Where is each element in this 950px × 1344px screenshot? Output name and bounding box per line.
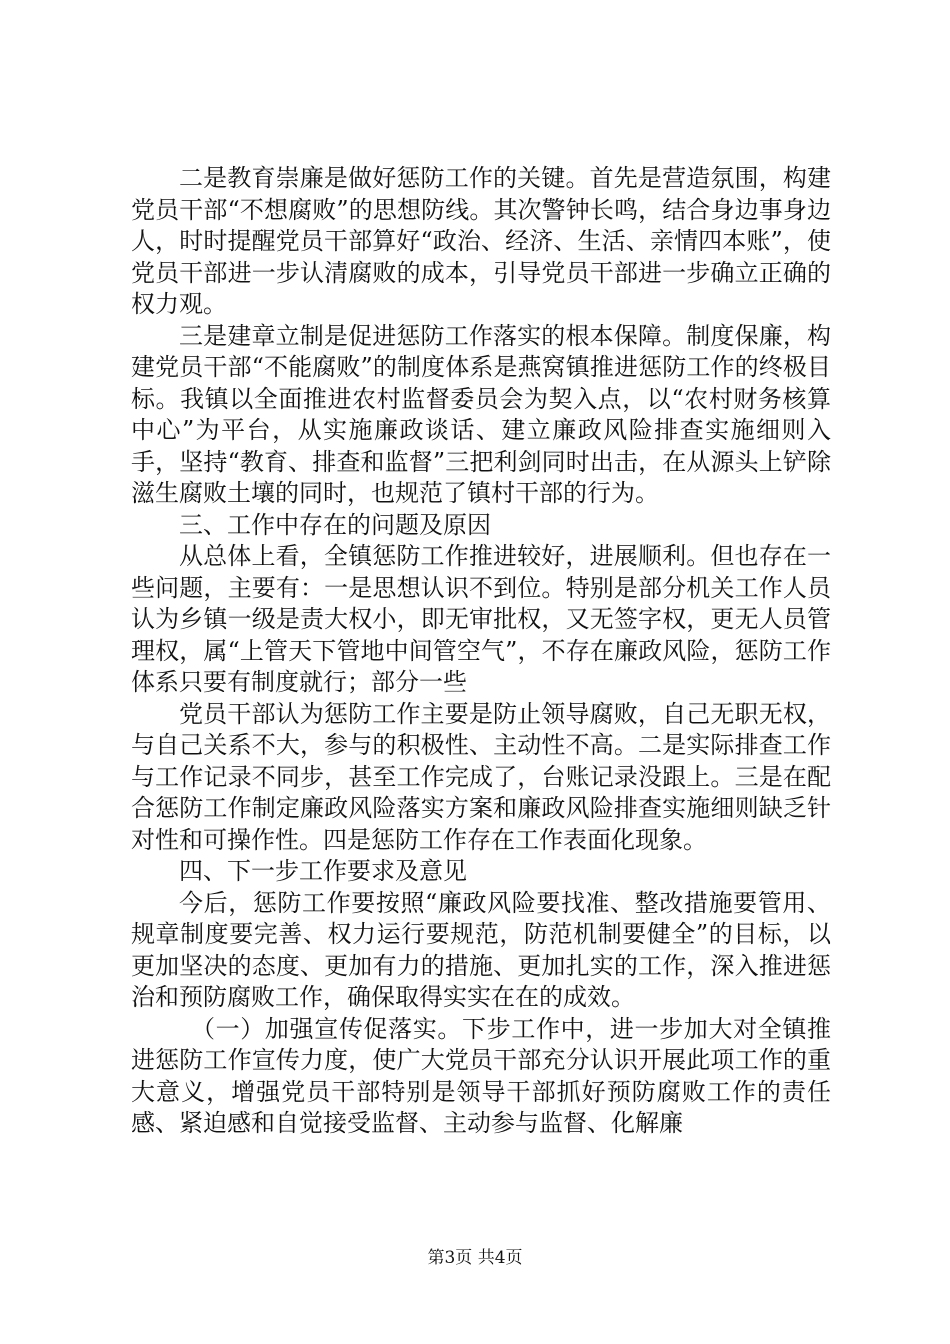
section-heading-next-steps: 四、下一步工作要求及意见	[179, 857, 467, 885]
document-body	[131, 163, 831, 1140]
paragraph-problems-overview: 从总体上看，全镇惩防工作推进较好，进展顺利。但也存在一些问题，主要有：一是思想认识不到位。特别是部分机关工作人员认为乡镇一级是责大权小，即无审批权，又无签字权，更无人员管理权，属“上管天下管地中间管空气”，不存在廉政风险，惩防工作体系只要有制度就行；部分一些	[131, 542, 831, 696]
paragraph-publicity: （一）加强宣传促落实。下步工作中，进一步加大对全镇推进惩防工作宣传力度，使广大党员干部充分认识开展此项工作的重大意义，增强党员干部特别是领导干部抓好预防腐败工作的责任感、紧迫感和自觉接受监督、主动参与监督、化解廉	[131, 1014, 831, 1137]
paragraph-problems-detail: 党员干部认为惩防工作主要是防止领导腐败，自己无职无权，与自己关系不大，参与的积极性、主动性不高。二是实际排查工作与工作记录不同步，甚至工作完成了，台账记录没跟上。三是在配合惩防工作制定廉政风险落实方案和廉政风险排查实施细则缺乏针对性和可操作性。四是惩防工作存在工作表面化现象。	[131, 699, 831, 854]
paragraph-next-steps: 今后，惩防工作要按照“廉政风险要找准、整改措施要管用、规章制度要完善、权力运行要规范，防范机制要健全”的目标，以更加坚决的态度、更加有力的措施、更加扎实的工作，深入推进惩治和预防腐败工作，确保取得实实在在的成效。	[131, 888, 831, 1011]
paragraph-education: 二是教育崇廉是做好惩防工作的关键。首先是营造氛围，构建党员干部“不想腐败”的思想防线。其次警钟长鸣，结合身边事身边人，时时提醒党员干部算好“政治、经济、生活、亲情四本账”，使党员干部进一步认清腐败的成本，引导党员干部进一步确立正确的权力观。	[131, 164, 831, 318]
paragraph-institution: 三是建章立制是促进惩防工作落实的根本保障。制度保廉，构建党员干部“不能腐败”的制度体系是燕窝镇推进惩防工作的终极目标。我镇以全面推进农村监督委员会为契入点，以“农村财务核算中心”为平台，从实施廉政谈话、建立廉政风险排查实施细则入手，坚持“教育、排查和监督”三把利剑同时出击，在从源头上铲除滋生腐败土壤的同时，也规范了镇村干部的行为。	[131, 321, 831, 507]
section-heading-problems: 三、工作中存在的问题及原因	[179, 510, 491, 539]
page-footer: 第3页 共4页	[427, 1248, 523, 1268]
